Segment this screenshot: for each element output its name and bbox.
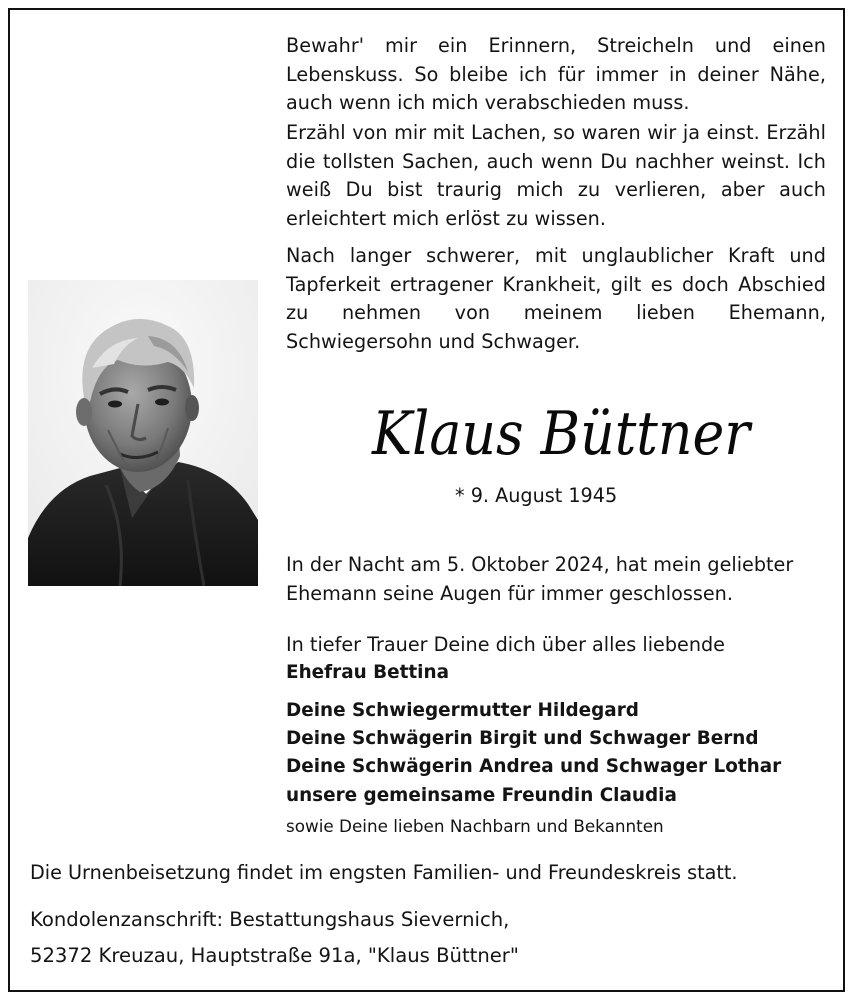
mourner-relative: Deine Schwägerin Andrea und Schwager Lothar [286, 756, 782, 777]
portrait-photo [28, 280, 258, 586]
birth-date: * 9. August 1945 [455, 484, 618, 507]
death-notice-line-2: Ehemann seine Augen für immer geschlossen. [286, 582, 733, 605]
funeral-info: Die Urnenbeisetzung findet im engsten Familien- und Freundeskreis statt. [30, 861, 738, 884]
svg-text:Klaus Büttner: Klaus Büttner [371, 399, 753, 469]
mourning-intro: In tiefer Trauer Deine dich über alles liebende [286, 633, 725, 656]
verse-paragraph-1: Bewahr' mir ein Erinnern, Streicheln und einen Lebenskuss. So bleibe ich für immer in deiner Nähe, auch wenn ich mich verabschieden muss. [286, 34, 826, 114]
mourner-relative: Deine Schwiegermutter Hildegard [286, 700, 639, 721]
deceased-name [366, 392, 756, 478]
condolence-address-line-2: 52372 Kreuzau, Hauptstraße 91a, "Klaus Büttner" [30, 944, 519, 967]
mourner-relative: unsere gemeinsame Freundin Claudia [286, 785, 677, 806]
death-notice-line-1: In der Nacht am 5. Oktober 2024, hat mein geliebter [286, 553, 794, 576]
mourner-relative: Deine Schwägerin Birgit und Schwager Bernd [286, 728, 759, 749]
mourner-others: sowie Deine lieben Nachbarn und Bekannten [286, 816, 664, 836]
mourner-wife: Ehefrau Bettina [286, 662, 449, 683]
condolence-address-line-1: Kondolenzanschrift: Bestattungshaus Sievernich, [30, 908, 510, 931]
verse-paragraph-3: Nach langer schwerer, mit unglaublicher Kraft und Tapferkeit ertragener Krankheit, gilt es doch Abschied zu nehmen von meinem lieben Ehemann, Schwiegersohn und Schwager. [286, 244, 826, 353]
verse-paragraph-2: Erzähl von mir mit Lachen, so waren wir ja einst. Erzähl die tollsten Sachen, auch wenn Du nachher weinst. Ich weiß Du bist traurig mich zu verlieren, aber auch erleichtert mich erlöst zu wissen. [286, 121, 826, 230]
